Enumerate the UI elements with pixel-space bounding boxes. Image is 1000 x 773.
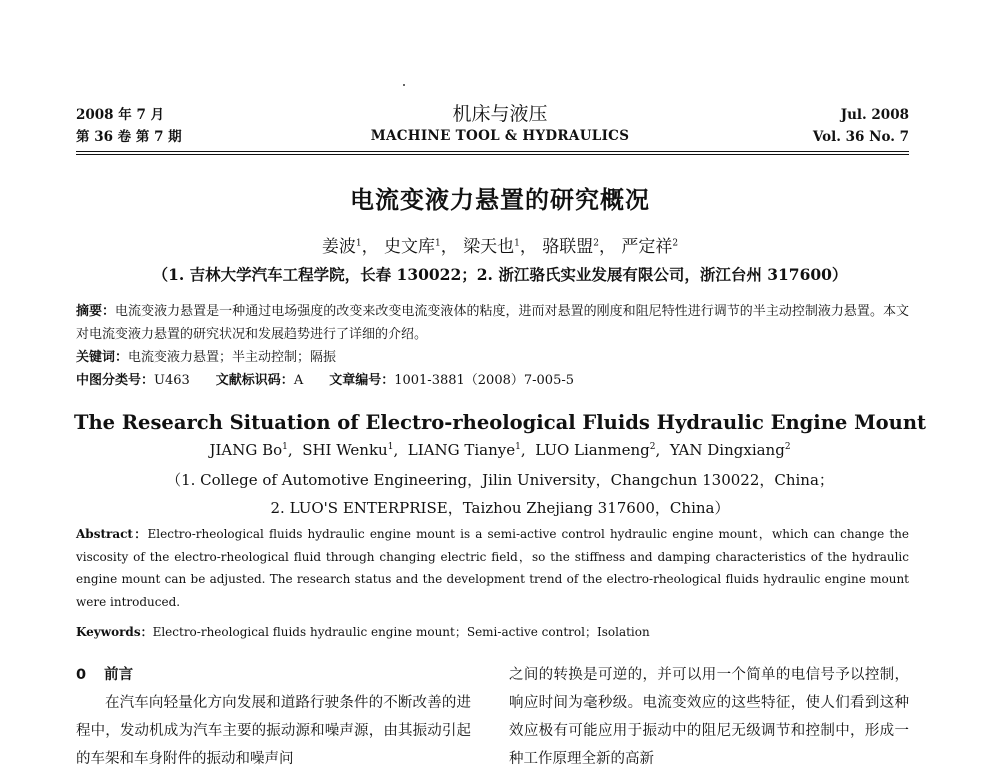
keywords-en (76, 621, 909, 643)
keywords-label-en: Keywords： (76, 625, 153, 639)
keywords-label-cn: 关键词： (76, 350, 129, 365)
author-cn: 梁天也 (463, 237, 515, 257)
affiliation-en-line1: （1. College of Automotive Engineering，Jilin University，Changchun 130022，China； (166, 471, 834, 489)
author-cn: 严定祥 (621, 237, 673, 257)
abstract-en (76, 523, 909, 613)
classification-line (76, 369, 909, 392)
journal-name-cn: 机床与液压 (452, 103, 548, 125)
header-date-en: Jul. 2008 (840, 107, 909, 123)
section-title: 前言 (104, 667, 134, 683)
abstract-cn (76, 300, 909, 346)
header-issue-en (813, 104, 909, 148)
author-cn: 史文库 (383, 237, 435, 257)
header-volume-cn: 第 36 卷 第 7 期 (76, 129, 182, 145)
author-affil-mark: 1 (282, 442, 288, 452)
body-column-right (509, 661, 909, 773)
author-affil-mark: 1 (515, 442, 521, 452)
keywords-cn (76, 346, 909, 369)
author-en: SHI Wenku (302, 441, 388, 459)
author-affil-mark: 2 (672, 238, 679, 249)
author-affil-mark: 1 (387, 442, 394, 452)
section-heading (76, 661, 471, 689)
clc-value: U463 (154, 373, 190, 388)
header-rule (76, 151, 909, 152)
author-affil-mark: 2 (784, 442, 791, 452)
abstract-text-cn: 电流变液力悬置是一种通过电场强度的改变来改变电流变液体的粘度，进而对悬置的刚度和阻尼特性进行调节的半主动控制液力悬置。本文对电流变液力悬置的研究状况和发展趋势进行了详细的介绍。 (76, 304, 909, 342)
author-list-en: JIANG Bo$^1$, SHI Wenku$^1$, LIANG Tianye$^1$, LUO Lianmeng$^2$, YAN Dingxiang$^2$ (209, 441, 791, 459)
header-date-cn: 2008 年 7 月 (76, 107, 165, 123)
author-affil-mark: 2 (649, 442, 656, 452)
author-affil-mark: 1 (434, 238, 441, 249)
author-en: LIANG Tianye (407, 441, 516, 459)
journal-name-en: MACHINE TOOL & HYDRAULICS (370, 128, 630, 144)
abstract-label-en: Abstract： (76, 527, 148, 541)
affiliation-cn: （1. 吉林大学汽车工程学院，长春 130022；2. 浙江骆氏实业发展有限公司，浙江台州 317600） (152, 265, 848, 284)
header-volume-en: Vol. 36 No. 7 (812, 129, 909, 145)
scan-speck (403, 84, 405, 86)
section-number: 0 (76, 667, 87, 683)
paper-title-cn: 电流变液力悬置的研究概况 (350, 185, 650, 214)
author-affil-mark: 1 (514, 238, 520, 249)
author-cn: 骆联盟 (542, 237, 594, 257)
abstract-text-en: Electro-rheological fluids hydraulic engine mount is a semi-active control hydraulic engine mount，which can change the viscosity of the electro-rheological fluid through changing electric field，so the stiffness and damping characteristics of the hydraulic engine mount can be adjusted. The research status and the development trend of the electro-rheological fluids hydraulic engine mount were introduced. (76, 527, 909, 609)
author-en: LUO Lianmeng (535, 441, 650, 459)
article-number-label: 文章编号： (329, 373, 395, 388)
doc-code-value: A (293, 373, 304, 388)
header-rule-thin (76, 154, 909, 155)
paper-title-en: The Research Situation of Electro-rheological Fluids Hydraulic Engine Mount (73, 411, 927, 434)
keywords-text-cn: 电流变液力悬置；半主动控制；隔振 (128, 350, 337, 365)
author-affil-mark: 1 (355, 238, 362, 249)
author-affil-mark: 2 (593, 238, 599, 249)
body-column-left (76, 661, 471, 773)
author-en: YAN Dingxiang (669, 441, 785, 459)
clc-label: 中图分类号： (76, 373, 155, 388)
author-cn: 姜波 (321, 237, 356, 257)
article-number-value: 1001-3881（2008）7-005-5 (394, 373, 575, 388)
body-paragraph-left: 在汽车向轻量化方向发展和道路行驶条件的不断改善的进程中，发动机成为汽车主要的振动源和噪声源，由其振动引起的车架和车身附件的振动和噪声问 (76, 695, 471, 767)
keywords-text-en: Electro-rheological fluids hydraulic engine mount；Semi-active control；Isolation (152, 625, 650, 639)
author-list-cn: 姜波$^1$， 史文库$^1$， 梁天也$^1$， 骆联盟$^2$， 严定祥$^2$ (321, 237, 679, 257)
abstract-label-cn: 摘要： (76, 304, 116, 319)
author-en: JIANG Bo (209, 441, 283, 459)
affiliation-en-line2: 2. LUO'S ENTERPRISE，Taizhou Zhejiang 317600，China） (270, 499, 730, 517)
body-paragraph-right: 之间的转换是可逆的，并可以用一个简单的电信号予以控制，响应时间为毫秒级。电流变效应的这些特征，使人们看到这种效应极有可能应用于振动中的阻尼无级调节和控制中，形成一种工作原理全新的高新 (509, 667, 909, 767)
doc-code-label: 文献标识码： (215, 373, 294, 388)
